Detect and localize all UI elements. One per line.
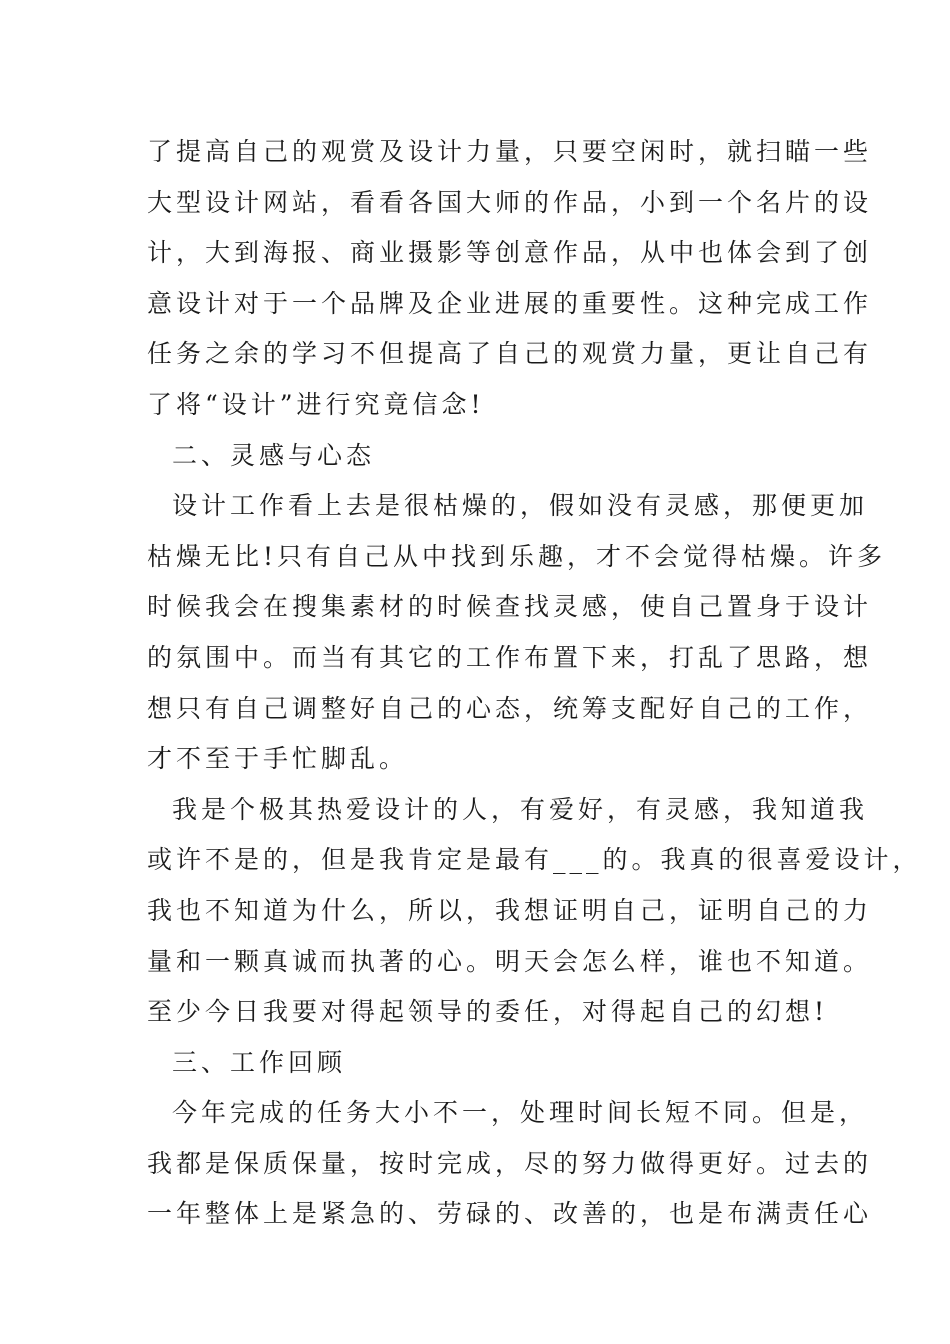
document-body bbox=[147, 127, 922, 1240]
text-line: 我也不知道为什么，所以，我想证明自己，证明自己的力 bbox=[147, 895, 873, 925]
text-line: 时候我会在搜集素材的时候查找灵感，使自己置身于设计 bbox=[147, 592, 873, 622]
section-heading: 三、工作回顾 bbox=[172, 1047, 347, 1077]
text-line: 设计工作看上去是很枯燥的，假如没有灵感，那便更加 bbox=[172, 491, 869, 521]
text-line: 一年整体上是紧急的、劳碌的、改善的，也是布满责任心 bbox=[147, 1199, 873, 1229]
text-line: 了提高自己的观赏及设计力量，只要空闲时，就扫瞄一些 bbox=[147, 137, 873, 166]
text-line: 我都是保质保量，按时完成，尽的努力做得更好。过去的 bbox=[147, 1148, 873, 1178]
text-line: 计，大到海报、商业摄影等创意作品，从中也体会到了创 bbox=[147, 238, 873, 268]
text-line: 的氛围中。而当有其它的工作布置下来，打乱了思路，想 bbox=[147, 642, 873, 672]
text-line: 了将“设计”进行究竟信念! bbox=[147, 389, 485, 419]
text-line: 今年完成的任务大小不一，处理时间长短不同。但是， bbox=[172, 1098, 869, 1128]
text-line: 我是个极其热爱设计的人，有爱好，有灵感，我知道我 bbox=[172, 794, 869, 824]
text-line: 量和一颗真诚而执著的心。明天会怎么样，谁也不知道。 bbox=[147, 946, 873, 976]
text-line: 或许不是的，但是我肯定是最有___的。我真的很喜爱设计， bbox=[147, 845, 922, 875]
text-line: 才不至于手忙脚乱。 bbox=[147, 744, 409, 774]
text-line: 大型设计网站，看看各国大师的作品，小到一个名片的设 bbox=[147, 187, 873, 217]
text-line: 枯燥无比!只有自己从中找到乐趣，才不会觉得枯燥。许多 bbox=[147, 541, 887, 571]
section-heading: 二、灵感与心态 bbox=[172, 440, 376, 470]
text-line: 意设计对于一个品牌及企业进展的重要性。这种完成工作 bbox=[147, 288, 873, 318]
text-line: 任务之余的学习不但提高了自己的观赏力量，更让自己有 bbox=[147, 339, 873, 369]
text-line: 至少今日我要对得起领导的委任，对得起自己的幻想! bbox=[147, 997, 829, 1027]
text-line: 想只有自己调整好自己的心态，统筹支配好自己的工作， bbox=[147, 693, 873, 723]
